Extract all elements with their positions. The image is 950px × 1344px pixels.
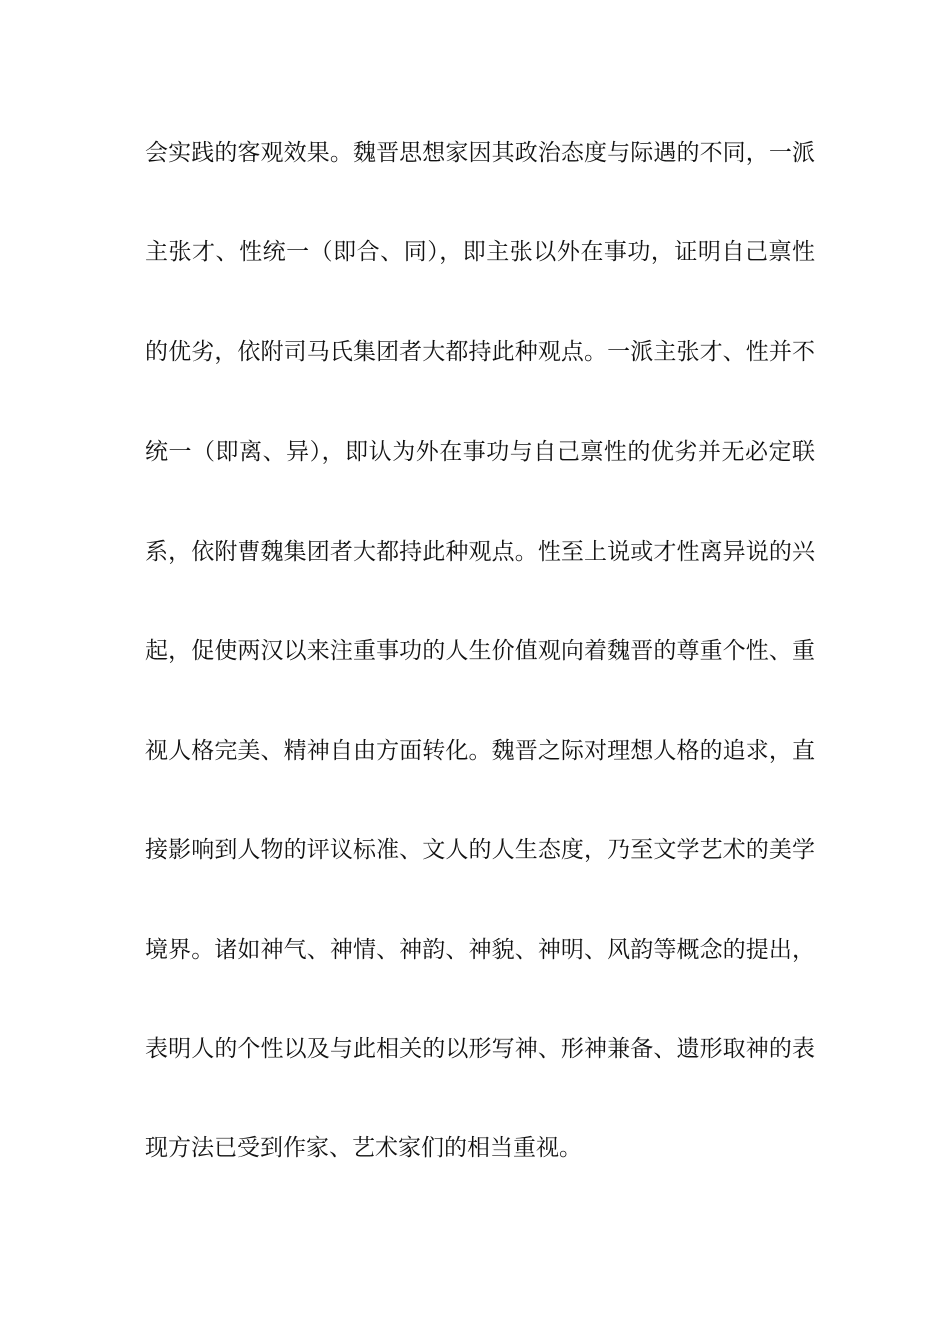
paragraph-line: 统一（即离、异），即认为外在事功与自己禀性的优劣并无必定联 — [145, 439, 815, 465]
paragraph-line: 系，依附曹魏集团者大都持此种观点。性至上说或才性离异说的兴 — [145, 539, 815, 565]
paragraph-line: 现方法已受到作家、艺术家们的相当重视。 — [145, 1135, 582, 1161]
paragraph-line: 视人格完美、精神自由方面转化。魏晋之际对理想人格的追求，直 — [145, 738, 815, 764]
paragraph-line: 主张才、性统一（即合、同），即主张以外在事功，证明自己禀性 — [145, 239, 815, 265]
paragraph-line: 表明人的个性以及与此相关的以形写神、形神兼备、遗形取神的表 — [145, 1036, 815, 1062]
paragraph-line: 接影响到人物的评议标准、文人的人生态度，乃至文学艺术的美学 — [145, 837, 815, 863]
paragraph-line: 境界。诸如神气、神情、神韵、神貌、神明、风韵等概念的提出， — [145, 937, 815, 963]
paragraph-line: 的优劣，依附司马氏集团者大都持此种观点。一派主张才、性并不 — [145, 339, 815, 365]
paragraph-line: 会实践的客观效果。魏晋思想家因其政治态度与际遇的不同，一派 — [145, 140, 815, 166]
paragraph-line: 起，促使两汉以来注重事功的人生价值观向着魏晋的尊重个性、重 — [145, 638, 815, 664]
